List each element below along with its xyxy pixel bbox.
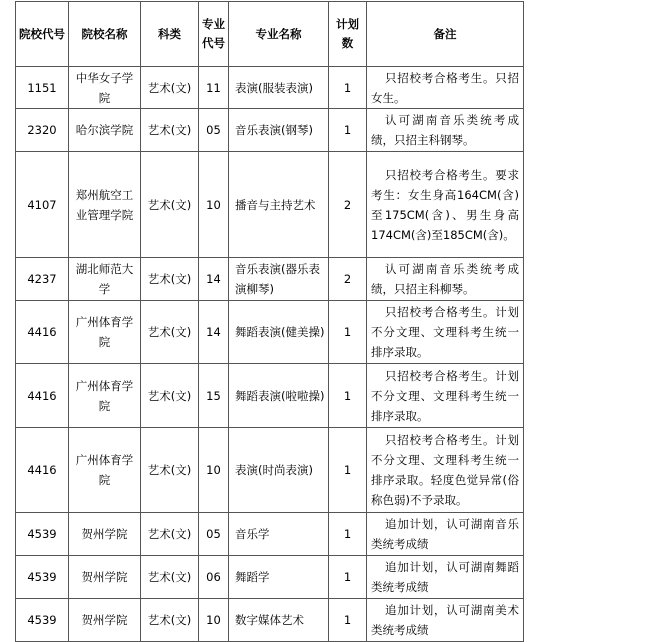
major-name: 音乐表演(钢琴) [229,109,329,152]
school-name: 贺州学院 [69,599,141,642]
remarks: 认可湖南音乐类统考成绩，只招主科钢琴。 [367,109,524,152]
major-code: 14 [199,301,229,364]
major-code: 06 [199,556,229,599]
major-name: 表演(时尚表演) [229,428,329,513]
plan-count: 1 [329,513,367,556]
school-code: 4539 [16,556,69,599]
remarks: 追加计划，认可湖南舞蹈类统考成绩 [367,556,524,599]
table-row [16,152,524,258]
school-name: 广州体育学院 [69,301,141,364]
category: 艺术(文) [141,152,199,258]
remarks: 认可湖南音乐类统考成绩，只招主科柳琴。 [367,258,524,301]
category: 艺术(文) [141,364,199,428]
header-school-code: 院校代号 [16,2,69,67]
school-name: 湖北师范大学 [69,258,141,301]
table-row [16,599,524,642]
major-code: 10 [199,428,229,513]
plan-count: 1 [329,599,367,642]
remarks: 追加计划，认可湖南音乐类统考成绩 [367,513,524,556]
school-name: 贺州学院 [69,513,141,556]
remarks: 只招校考合格考生。计划不分文理、文理科考生统一排序录取。 [367,301,524,364]
table-row [16,258,524,301]
major-name: 舞蹈学 [229,556,329,599]
header-plan-count: 计划数 [329,2,367,67]
school-name: 广州体育学院 [69,428,141,513]
school-code: 4416 [16,428,69,513]
major-name: 舞蹈表演(健美操) [229,301,329,364]
major-code: 05 [199,513,229,556]
plan-count: 2 [329,258,367,301]
school-code: 4107 [16,152,69,258]
school-code: 4416 [16,301,69,364]
table-row [16,556,524,599]
major-code: 14 [199,258,229,301]
major-name: 数字媒体艺术 [229,599,329,642]
major-name: 舞蹈表演(啦啦操) [229,364,329,428]
school-name: 哈尔滨学院 [69,109,141,152]
admission-plan-table [15,1,524,642]
plan-count: 2 [329,152,367,258]
category: 艺术(文) [141,258,199,301]
school-code: 4539 [16,599,69,642]
major-name: 播音与主持艺术 [229,152,329,258]
category: 艺术(文) [141,556,199,599]
category: 艺术(文) [141,428,199,513]
school-name: 中华女子学院 [69,67,141,109]
plan-count: 1 [329,67,367,109]
table-row [16,428,524,513]
school-name: 广州体育学院 [69,364,141,428]
school-code: 2320 [16,109,69,152]
table-row [16,109,524,152]
table-row [16,301,524,364]
remarks: 追加计划，认可湖南美术类统考成绩 [367,599,524,642]
major-code: 10 [199,599,229,642]
school-code: 4416 [16,364,69,428]
plan-count: 1 [329,428,367,513]
header-remarks: 备注 [367,2,524,67]
major-name: 音乐学 [229,513,329,556]
major-code: 15 [199,364,229,428]
category: 艺术(文) [141,599,199,642]
header-school-name: 院校名称 [69,2,141,67]
table-row [16,364,524,428]
header-row [16,2,524,67]
major-code: 11 [199,67,229,109]
plan-count: 1 [329,364,367,428]
plan-count: 1 [329,301,367,364]
category: 艺术(文) [141,109,199,152]
school-code: 4237 [16,258,69,301]
category: 艺术(文) [141,301,199,364]
category: 艺术(文) [141,513,199,556]
plan-count: 1 [329,556,367,599]
table-row [16,67,524,109]
header-category: 科类 [141,2,199,67]
major-name: 音乐表演(器乐表演柳琴) [229,258,329,301]
school-code: 4539 [16,513,69,556]
major-name: 表演(服装表演) [229,67,329,109]
category: 艺术(文) [141,67,199,109]
header-major-code: 专业代号 [199,2,229,67]
table-row [16,513,524,556]
school-code: 1151 [16,67,69,109]
major-code: 05 [199,109,229,152]
header-major-name: 专业名称 [229,2,329,67]
remarks: 只招校考合格考生。计划不分文理、文理科考生统一排序录取。 [367,364,524,428]
plan-count: 1 [329,109,367,152]
school-name: 贺州学院 [69,556,141,599]
remarks: 只招校考合格考生。只招女生。 [367,67,524,109]
school-name: 郑州航空工业管理学院 [69,152,141,258]
remarks: 只招校考合格考生。计划不分文理、文理科考生统一排序录取。轻度色觉异常(俗称色弱)不予录取。 [367,428,524,513]
remarks: 只招校考合格考生。要求考生：女生身高164CM(含)至175CM(含)、男生身高174CM(含)至185CM(含)。 [367,152,524,258]
major-code: 10 [199,152,229,258]
